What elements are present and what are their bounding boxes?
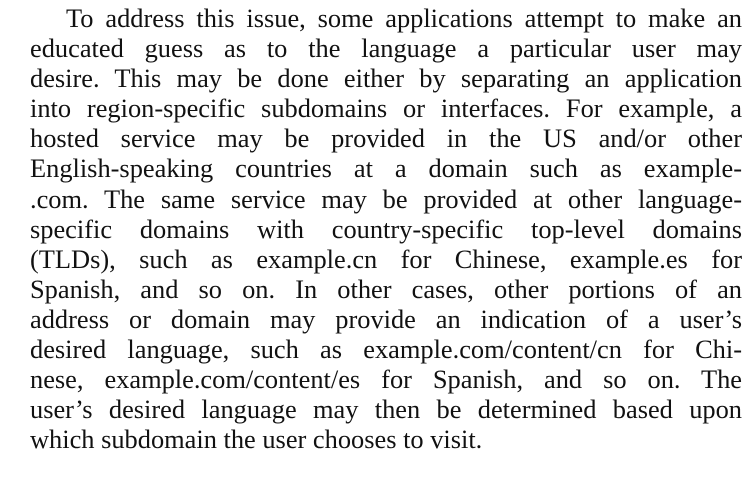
paragraph-line: into region-specific subdomains or interfaces. For example, a	[30, 93, 742, 124]
paragraph-line: address or domain may provide an indication of a user’s	[30, 303, 742, 334]
paragraph-line: which subdomain the user chooses to visit.	[30, 424, 483, 455]
paragraph-line: nese, example.com/content/es for Spanish, and so on. The	[30, 364, 742, 395]
paragraph-line: desired language, such as example.com/content/cn for Chi-	[30, 334, 742, 365]
paragraph-line: specific domains with country-specific top-level domains	[30, 213, 742, 244]
paragraph-line: Spanish, and so on. In other cases, other portions of an	[30, 273, 742, 304]
body-paragraph	[30, 3, 742, 454]
paragraph-line: hosted service may be provided in the US and/or other	[30, 123, 742, 154]
paragraph-line: educated guess as to the language a particular user may	[30, 33, 742, 64]
paragraph-line: (TLDs), such as example.cn for Chinese, example.es for	[30, 243, 742, 274]
paragraph-line: English-speaking countries at a domain such as example-	[30, 153, 742, 184]
paragraph-line: .com. The same service may be provided at other language-	[30, 183, 742, 214]
paragraph-line: user’s desired language may then be determined based upon	[30, 394, 742, 425]
paragraph-line: desire. This may be done either by separating an application	[30, 63, 742, 94]
paragraph-line: To address this issue, some applications attempt to make an	[66, 3, 742, 33]
